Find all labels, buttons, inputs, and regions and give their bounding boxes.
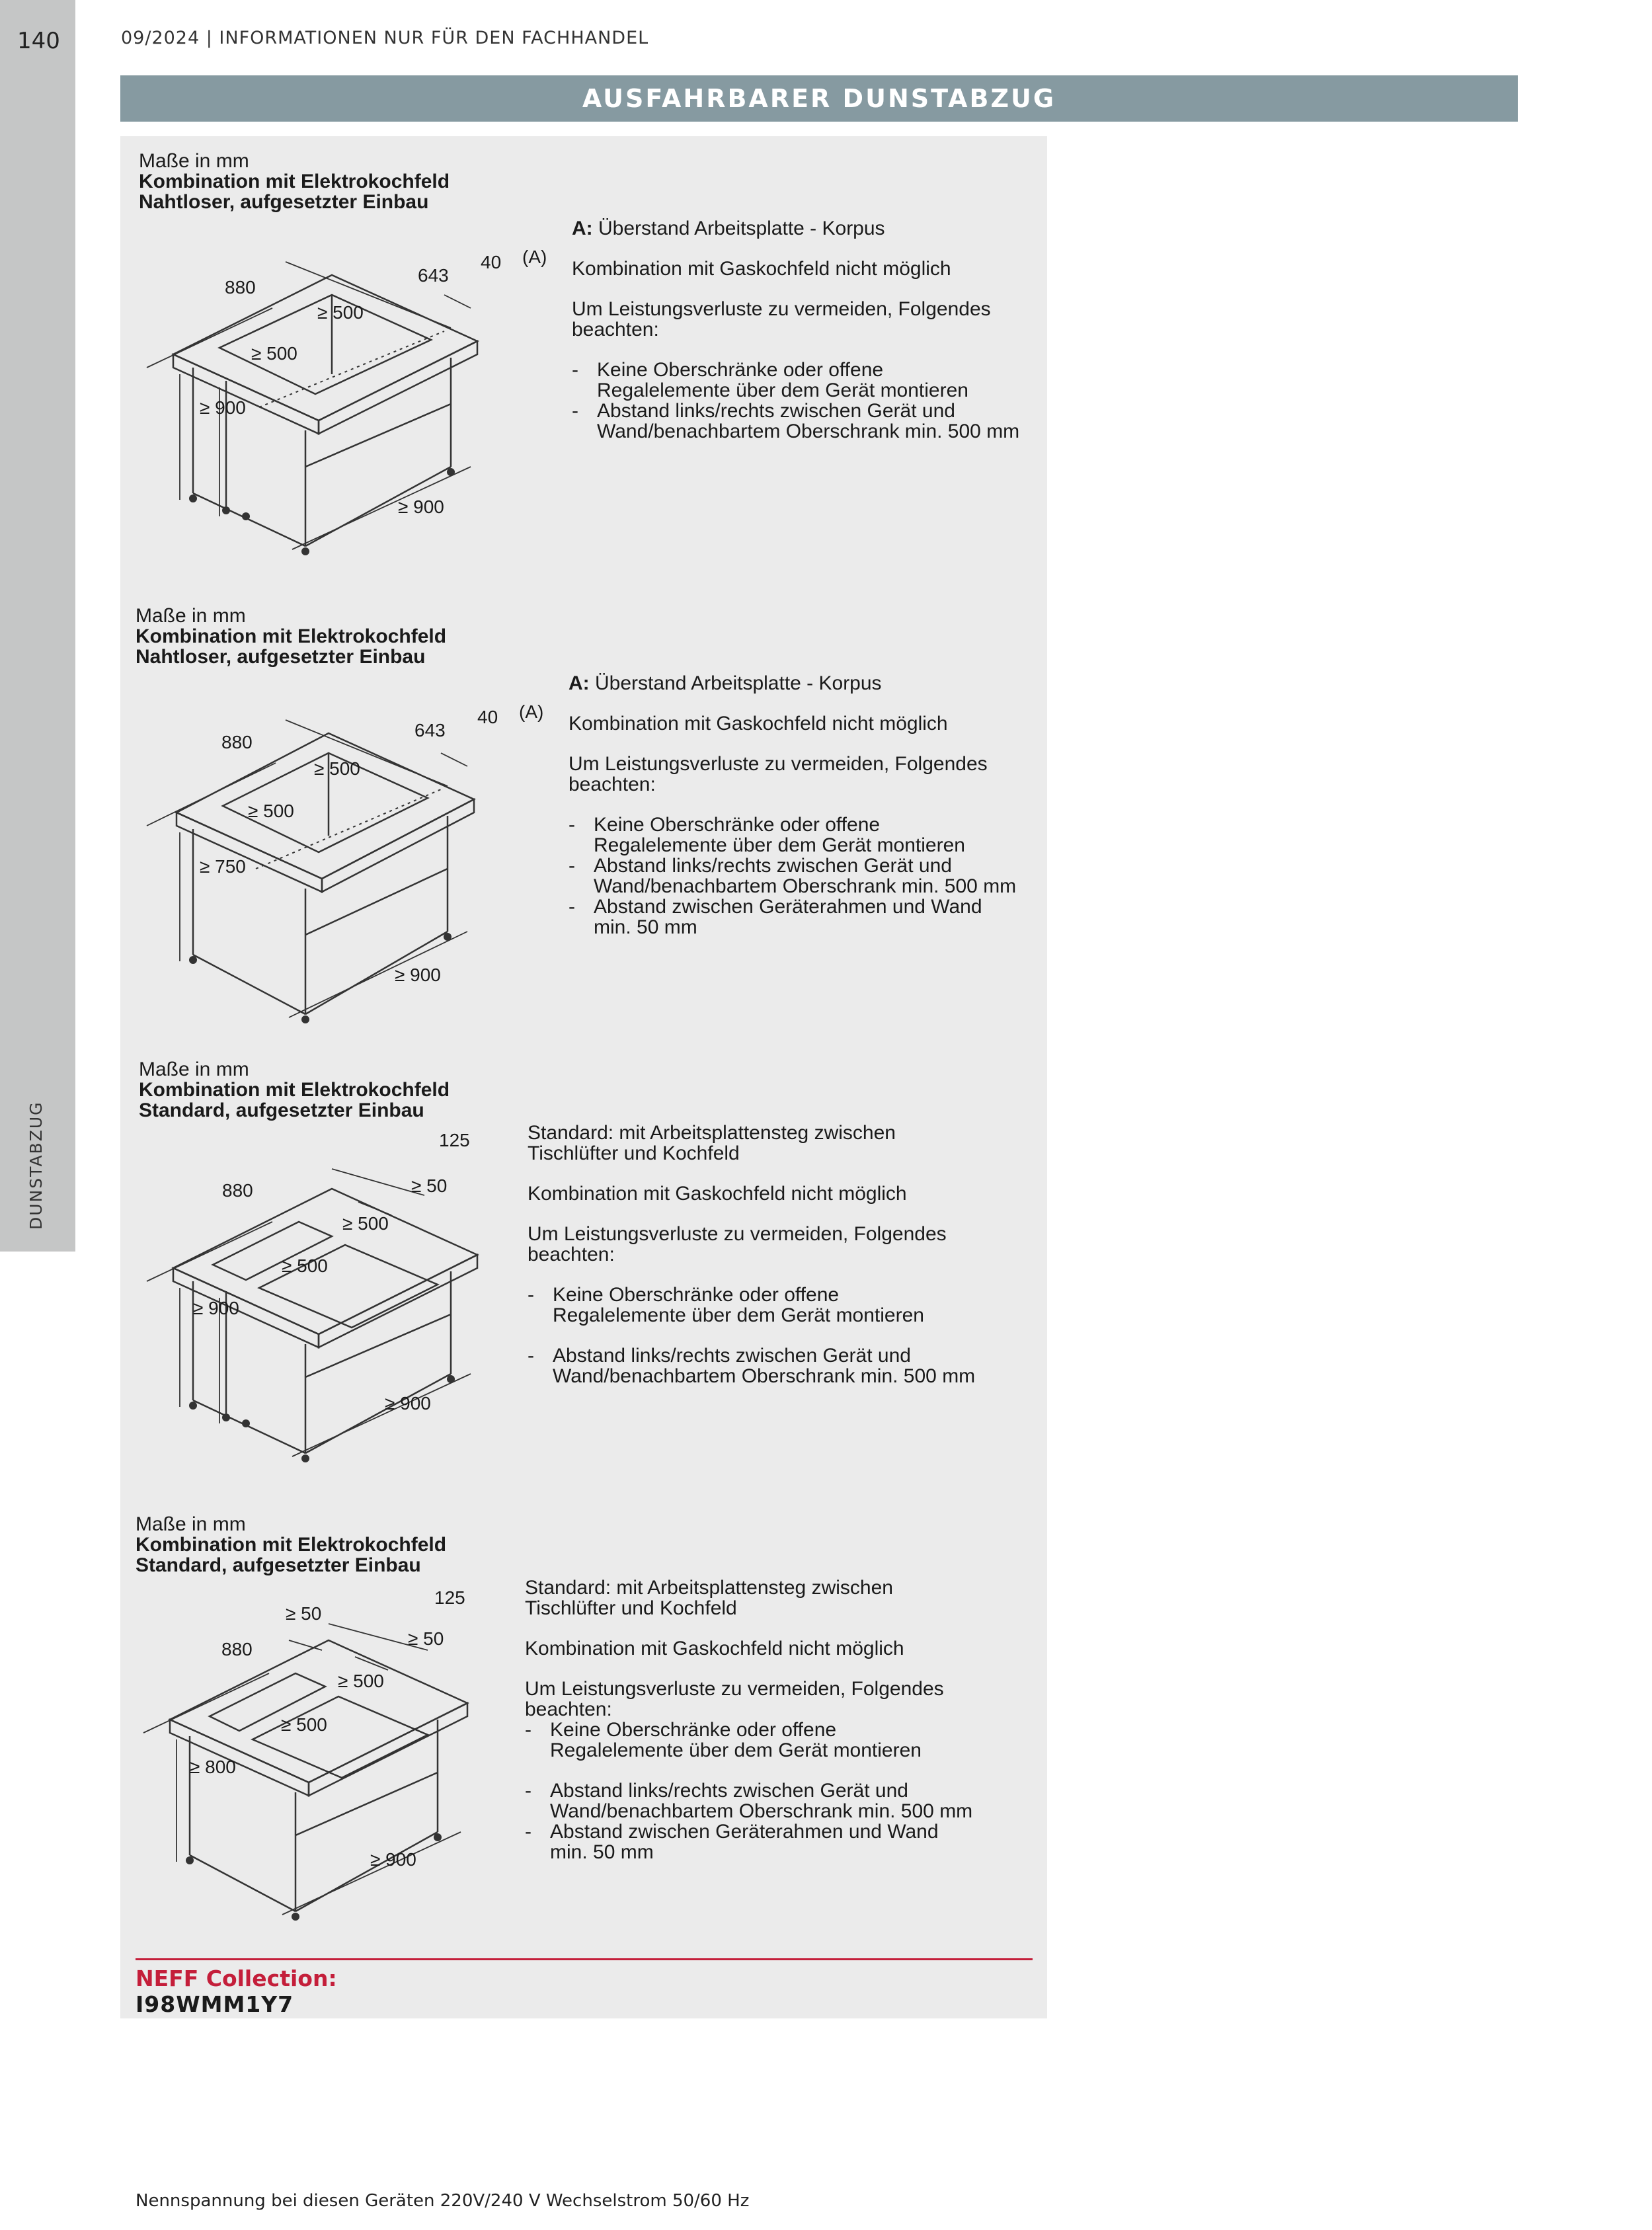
note-item: - Keine Oberschränke oder offene Regalelemente über dem Gerät montieren [572,360,1021,401]
dim-label: ≥ 900 [370,1849,416,1870]
dim-label: 643 [418,265,449,286]
content-panel [120,136,1047,2018]
note-item: - Abstand links/rechts zwischen Gerät und Wand/benachbartem Oberschrank min. 500 mm [572,401,1021,442]
note-a [572,218,1021,239]
dim-label: (A) [519,701,544,722]
note-item: - Abstand zwischen Geräterahmen und Wand min. 50 mm [569,896,1018,937]
section-3 [120,1045,1047,1494]
model-number: I98WMM1Y7 [136,1991,294,2017]
dim-label: ≥ 750 [200,856,246,877]
note: Kombination mit Gaskochfeld nicht möglich [528,1183,907,1205]
notes [525,1577,974,1862]
notes [572,218,1021,442]
section-header [136,606,446,667]
dim-label: ≥ 500 [317,302,364,323]
note-list [569,815,1018,937]
section-header [139,151,450,212]
notes [528,1123,977,1386]
dim-label: ≥ 50 [408,1628,444,1649]
note-a-text: Überstand Arbeitsplatte - Korpus [589,672,882,694]
note: Standard: mit Arbeitsplattensteg zwischen Tischlüfter und Kochfeld [525,1577,893,1619]
dim-label: ≥ 900 [398,497,444,517]
note-item: - Abstand links/rechts zwischen Gerät und Wand/benachbartem Oberschrank min. 500 mm [528,1345,977,1386]
dimension-drawing [137,670,626,1070]
dim-label: ≥ 500 [338,1671,384,1691]
header-line: Maße in mm [139,1058,249,1080]
note-item: - Keine Oberschränke oder offene Regalelemente über dem Gerät montieren [525,1720,974,1761]
dim-label: 880 [222,1180,253,1201]
dim-label: ≥ 500 [248,801,294,821]
dim-label: 643 [414,720,446,740]
dim-label: 880 [221,732,253,752]
section-header [139,1059,450,1121]
note-a [569,673,1018,694]
note-item: - Keine Oberschränke oder offene Regalelemente über dem Gerät montieren [569,815,1018,856]
note: Kombination mit Gaskochfeld nicht möglich [572,258,951,280]
header-line: Standard, aufgesetzter Einbau [136,1554,421,1576]
dim-label: 880 [225,277,256,298]
section-4 [120,1499,1047,1949]
dim-label: ≥ 50 [411,1175,448,1196]
dim-label: ≥ 500 [281,1714,327,1735]
dim-label: ≥ 900 [385,1393,431,1414]
page-title: AUSFAHRBARER DUNSTABZUG [120,75,1518,122]
section-1 [120,136,1047,586]
side-label: DUNSTABZUG [26,1101,46,1230]
header-line: Kombination mit Elektrokochfeld [136,1534,447,1556]
collection-block [136,1958,1033,2017]
header-line: Nahtloser, aufgesetzter Einbau [136,646,426,668]
dim-label: 125 [434,1587,465,1608]
note-item: - Keine Oberschränke oder offene Regalelemente über dem Gerät montieren [528,1285,977,1326]
dim-label: ≥ 500 [342,1213,389,1234]
dim-label: ≥ 800 [190,1757,236,1777]
collection-label: NEFF Collection: [136,1966,337,1991]
notes [569,673,1018,937]
dim-label: ≥ 500 [251,343,297,364]
dim-label: ≥ 900 [395,965,441,985]
note-item: - Abstand links/rechts zwischen Gerät und Wand/benachbartem Oberschrank min. 500 mm [569,856,1018,896]
header-line: Maße in mm [139,150,249,172]
header-line: Kombination mit Elektrokochfeld [136,625,447,647]
document-header: 09/2024 | INFORMATIONEN NUR FÜR DEN FACHHANDEL [121,28,649,48]
dim-label: ≥ 500 [282,1255,328,1276]
note: Um Leistungsverluste zu vermeiden, Folgendes beachten: [528,1223,947,1265]
dim-label: (A) [522,247,547,267]
note: Standard: mit Arbeitsplattensteg zwischen Tischlüfter und Kochfeld [528,1122,896,1164]
note: Um Leistungsverluste zu vermeiden, Folgendes beachten: [572,298,991,340]
note-list [525,1720,974,1862]
note-item: - Abstand links/rechts zwischen Gerät und Wand/benachbartem Oberschrank min. 500 mm [525,1780,974,1821]
note-a-key: A: [572,218,593,239]
note-a-key: A: [569,672,590,694]
dim-label: ≥ 500 [314,758,360,779]
dimension-drawing [140,216,629,616]
header-line: Nahtloser, aufgesetzter Einbau [139,191,429,213]
dim-label: ≥ 50 [286,1603,322,1624]
header-line: Standard, aufgesetzter Einbau [139,1099,424,1121]
note-list [528,1285,977,1386]
header-line: Maße in mm [136,1513,246,1535]
header-line: Maße in mm [136,605,246,627]
note: Um Leistungsverluste zu vermeiden, Folgendes beachten: [569,753,988,795]
note-item: - Abstand zwischen Geräterahmen und Wand min. 50 mm [525,1821,974,1862]
dim-label: ≥ 900 [200,397,246,418]
dim-label: 880 [221,1639,253,1659]
dim-label: 40 [481,252,502,272]
note-a-text: Überstand Arbeitsplatte - Korpus [592,218,885,239]
header-line: Kombination mit Elektrokochfeld [139,171,450,192]
dim-label: ≥ 900 [193,1298,239,1318]
dim-label: 40 [477,707,498,727]
side-tab [0,0,75,1252]
dim-label: 125 [439,1130,470,1150]
section-2 [120,591,1047,1041]
note: Um Leistungsverluste zu vermeiden, Folgendes beachten: [525,1678,944,1720]
page-number: 140 [17,28,60,54]
note: Kombination mit Gaskochfeld nicht möglich [569,713,948,735]
section-header [136,1514,446,1575]
header-line: Kombination mit Elektrokochfeld [139,1079,450,1101]
footer-note: Nennspannung bei diesen Geräten 220V/240 V Wechselstrom 50/60 Hz [136,2191,750,2211]
note: Kombination mit Gaskochfeld nicht möglich [525,1638,904,1659]
note-list [572,360,1021,442]
